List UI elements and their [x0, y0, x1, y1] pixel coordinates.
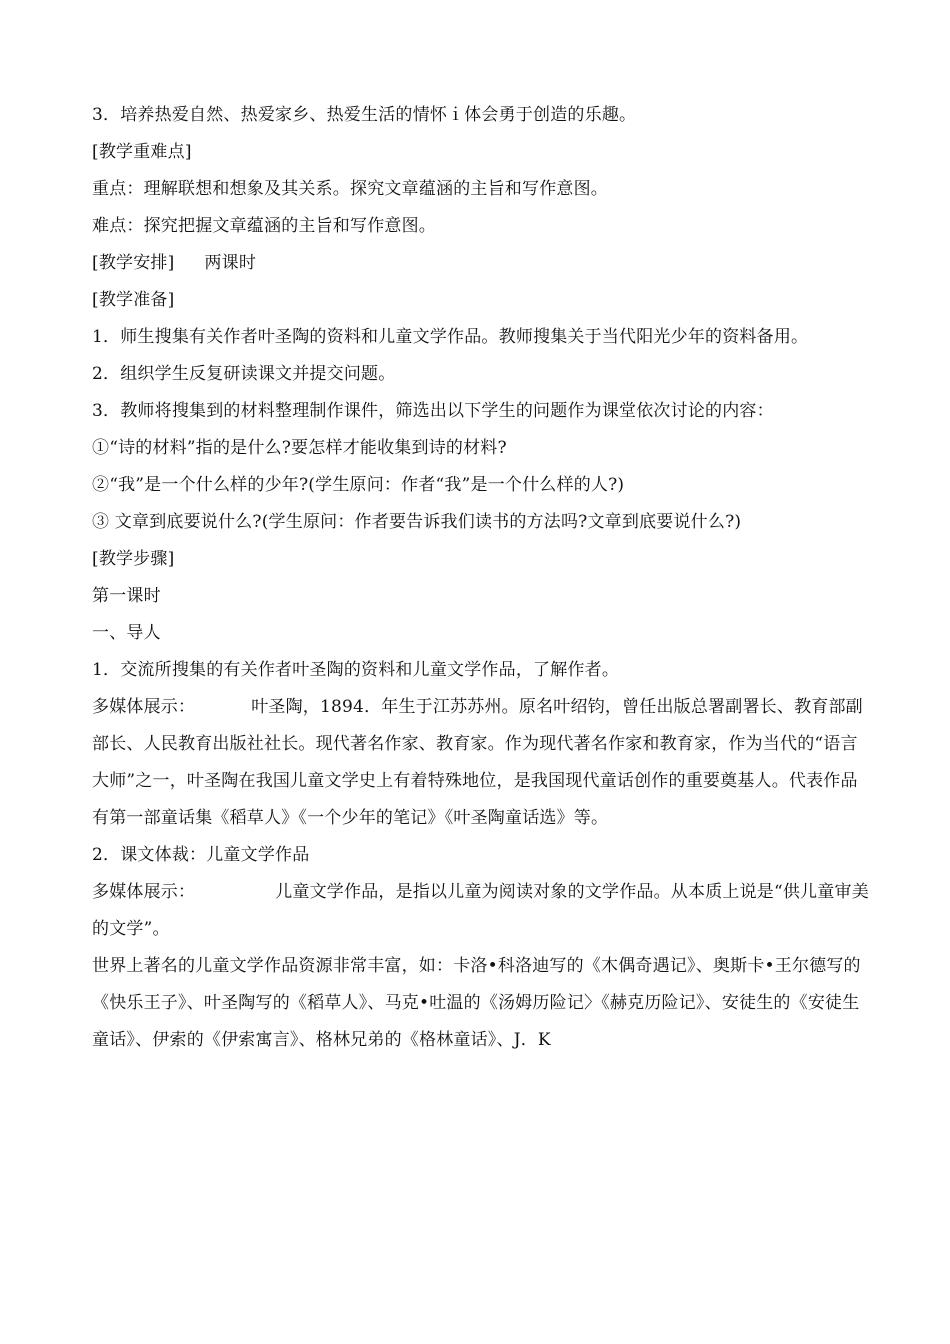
preparation-2: 2．组织学生反复研读课文并提交问题。: [92, 364, 396, 384]
preparation-1: 1．师生搜集有关作者叶圣陶的资料和儿童文学作品。教师搜集关于当代阳光少年的资料备用。: [92, 327, 809, 347]
step-2: 2．课文体裁：儿童文学作品: [92, 845, 310, 865]
first-lesson-heading: 第一课时: [92, 586, 161, 606]
document-body: [92, 97, 872, 1059]
section-heading-steps: [教学步骤]: [92, 549, 175, 569]
schedule-value: 两课时: [204, 253, 257, 273]
genre-intro-text: 儿童文学作品，是指以儿童为阅读对象的文学作品。从本质上说是“供儿童审美的文学”。: [92, 882, 869, 939]
difficult-point: 难点：探究把握文章蕴涵的主旨和写作意图。: [92, 216, 436, 236]
question-1: ①“诗的材料”指的是什么?要怎样才能收集到诗的材料?: [92, 438, 507, 458]
step-1: 1．交流所搜集的有关作者叶圣陶的资料和儿童文学作品，了解作者。: [92, 660, 620, 680]
preparation-3: 3．教师将搜集到的材料整理制作课件，筛选出以下学生的问题作为课堂依次讨论的内容：: [92, 401, 774, 421]
multimedia-genre-intro: [92, 874, 872, 948]
section-heading-preparation: [教学准备]: [92, 290, 175, 310]
introduction-heading: 一、导人: [92, 623, 161, 643]
multimedia-author-intro: [92, 689, 872, 837]
section-heading-key-points: [教学重难点]: [92, 142, 192, 162]
key-point: 重点：理解联想和想象及其关系。探究文章蕴涵的主旨和写作意图。: [92, 179, 608, 199]
question-3: ③ 文章到底要说什么?(学生原问：作者要告诉我们读书的方法吗?文章到底要说什么?): [92, 512, 742, 532]
famous-works-paragraph: 世界上著名的儿童文学作品资源非常丰富，如：卡洛•科洛迪写的《木偶奇遇记》、奥斯卡•王尔德写的《快乐王子》、叶圣陶写的《稻草人》、马克•吐温的《汤姆历险记〉《赫克历险记》、安徒生的《安徒生童话》、伊索的《伊索寓言》、格林兄弟的《格林童话》、J．K: [92, 956, 861, 1050]
section-heading-schedule: [教学安排]: [92, 253, 175, 273]
objective-3: 3．培养热爱自然、热爱家乡、热爱生活的情怀ｉ体会勇于创造的乐趣。: [92, 105, 637, 125]
multimedia-label: 多媒体展示：: [92, 882, 196, 902]
question-2: ②“我”是一个什么样的少年?(学生原问：作者“我”是一个什么样的人?): [92, 475, 625, 495]
multimedia-label: 多媒体展示：: [92, 697, 196, 717]
author-intro-text: 叶圣陶，1894．年生于江苏苏州。原名叶绍钧，曾任出版总署副署长、教育部副部长、人民教育出版社社长。现代著名作家、教育家。作为现代著名作家和教育家，作为当代的“语言大师”之一，叶圣陶在我国儿童文学史上有着特殊地位，是我国现代童话创作的重要奠基人。代表作品有第一部童话集《稻草人》《一个少年的笔记》《叶圣陶童话选》等。: [92, 697, 863, 828]
schedule-line: [92, 245, 872, 282]
